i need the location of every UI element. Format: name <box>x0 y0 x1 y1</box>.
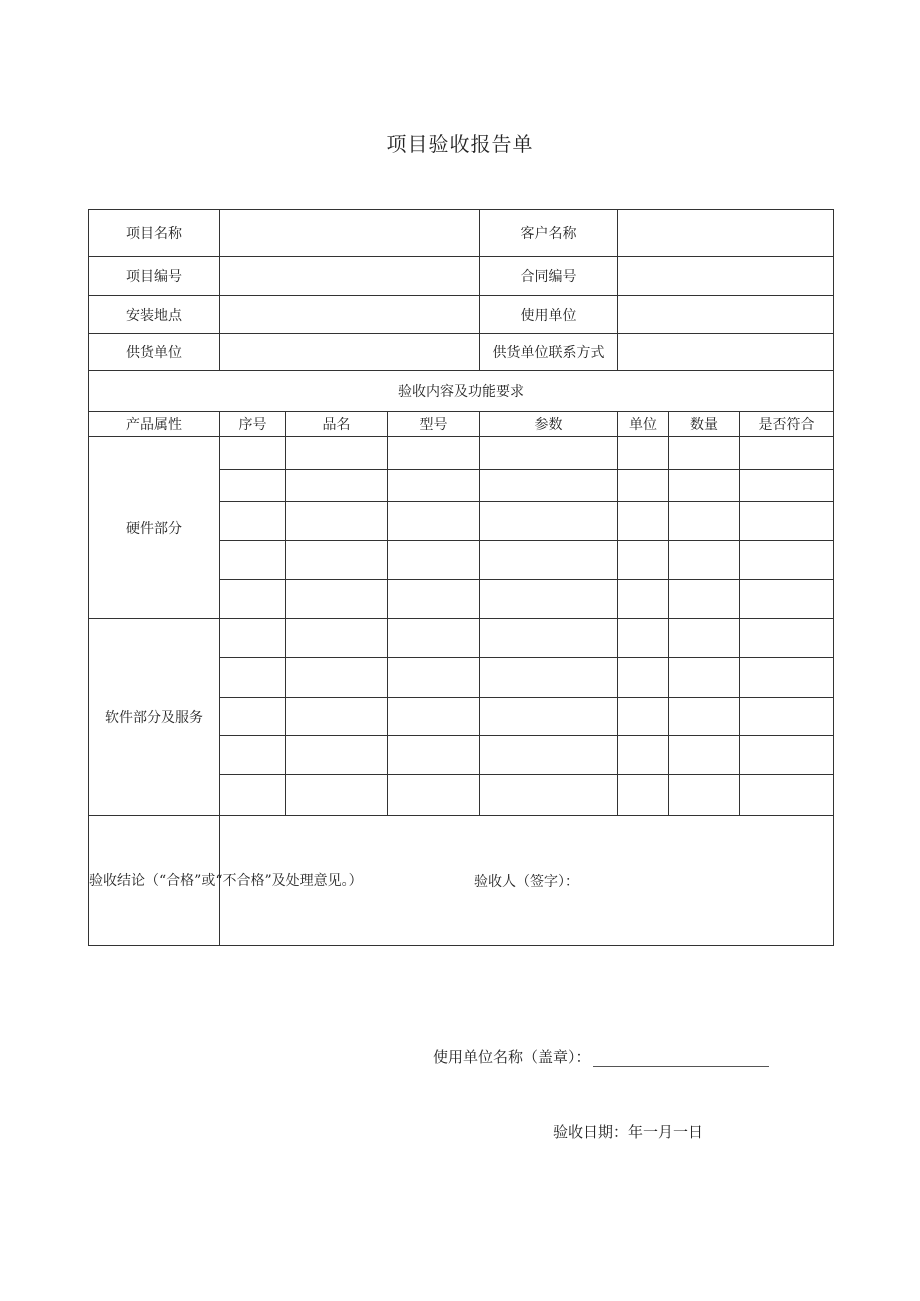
column-header: 单位 <box>618 412 669 437</box>
table-cell[interactable] <box>388 502 480 541</box>
customer-name-field[interactable] <box>618 210 834 257</box>
column-header: 数量 <box>669 412 740 437</box>
project-no-label: 项目编号 <box>89 257 220 296</box>
column-header: 产品属性 <box>89 412 220 437</box>
table-cell[interactable] <box>740 736 834 775</box>
install-site-label: 安装地点 <box>89 296 220 334</box>
table-cell[interactable] <box>618 775 669 816</box>
user-unit-label: 使用单位 <box>480 296 618 334</box>
supplier-contact-field[interactable] <box>618 334 834 371</box>
table-cell[interactable] <box>286 437 388 470</box>
table-cell[interactable] <box>480 775 618 816</box>
contract-no-label: 合同编号 <box>480 257 618 296</box>
table-cell[interactable] <box>740 775 834 816</box>
software-label: 软件部分及服务 <box>89 619 220 816</box>
table-cell[interactable] <box>286 619 388 658</box>
table-cell[interactable] <box>388 541 480 580</box>
table-cell[interactable] <box>480 502 618 541</box>
table-cell[interactable] <box>669 619 740 658</box>
table-cell[interactable] <box>669 437 740 470</box>
table-cell[interactable] <box>220 658 286 698</box>
table-cell[interactable] <box>286 470 388 502</box>
supplier-field[interactable] <box>220 334 480 371</box>
project-name-label: 项目名称 <box>89 210 220 257</box>
page-title: 项目验收报告单 <box>386 132 534 156</box>
table-cell[interactable] <box>740 658 834 698</box>
unit-name-underline[interactable] <box>593 1050 769 1067</box>
table-cell[interactable] <box>220 502 286 541</box>
table-cell[interactable] <box>286 775 388 816</box>
table-cell[interactable] <box>618 698 669 736</box>
table-cell[interactable] <box>480 698 618 736</box>
table-cell[interactable] <box>669 502 740 541</box>
table-cell[interactable] <box>220 775 286 816</box>
table-cell[interactable] <box>286 502 388 541</box>
unit-name-line <box>433 1046 769 1067</box>
table-cell[interactable] <box>740 541 834 580</box>
table-cell[interactable] <box>618 658 669 698</box>
unit-name-label: 使用单位名称（盖章）： <box>433 1048 591 1066</box>
table-cell[interactable] <box>220 437 286 470</box>
column-header: 品名 <box>286 412 388 437</box>
table-cell[interactable] <box>740 437 834 470</box>
table-cell[interactable] <box>286 541 388 580</box>
column-header: 是否符合 <box>740 412 834 437</box>
hardware-label: 硬件部分 <box>89 437 220 619</box>
table-cell[interactable] <box>388 580 480 619</box>
acceptance-form-table <box>88 209 834 946</box>
table-cell[interactable] <box>669 698 740 736</box>
table-cell[interactable] <box>480 658 618 698</box>
table-cell[interactable] <box>286 698 388 736</box>
inspector-signature-label: 验收人（签字）： <box>474 873 580 890</box>
table-cell[interactable] <box>618 470 669 502</box>
table-cell[interactable] <box>220 470 286 502</box>
table-cell[interactable] <box>740 502 834 541</box>
table-cell[interactable] <box>388 736 480 775</box>
table-cell[interactable] <box>480 619 618 658</box>
column-header: 序号 <box>220 412 286 437</box>
table-cell[interactable] <box>388 658 480 698</box>
table-cell[interactable] <box>740 619 834 658</box>
table-cell[interactable] <box>618 437 669 470</box>
table-cell[interactable] <box>220 619 286 658</box>
table-cell[interactable] <box>669 775 740 816</box>
table-cell[interactable] <box>740 580 834 619</box>
table-cell[interactable] <box>480 470 618 502</box>
table-cell[interactable] <box>480 580 618 619</box>
table-cell[interactable] <box>669 541 740 580</box>
table-row <box>89 619 834 658</box>
table-cell[interactable] <box>618 619 669 658</box>
table-cell[interactable] <box>480 541 618 580</box>
table-cell[interactable] <box>480 437 618 470</box>
table-cell[interactable] <box>618 541 669 580</box>
column-header: 型号 <box>388 412 480 437</box>
table-cell[interactable] <box>220 698 286 736</box>
supplier-label: 供货单位 <box>89 334 220 371</box>
table-cell[interactable] <box>669 658 740 698</box>
table-cell[interactable] <box>388 775 480 816</box>
table-cell[interactable] <box>286 736 388 775</box>
table-cell[interactable] <box>740 470 834 502</box>
conclusion-label: 验收结论（“合格”或“不合格”及处理意见。） <box>89 816 220 946</box>
table-cell[interactable] <box>740 698 834 736</box>
install-site-field[interactable] <box>220 296 480 334</box>
table-cell[interactable] <box>618 736 669 775</box>
table-cell[interactable] <box>618 502 669 541</box>
table-cell[interactable] <box>388 619 480 658</box>
supplier-contact-label: 供货单位联系方式 <box>480 334 618 371</box>
table-cell[interactable] <box>388 470 480 502</box>
project-name-field[interactable] <box>220 210 480 257</box>
table-cell[interactable] <box>480 736 618 775</box>
acceptance-date: 验收日期：年一月一日 <box>553 1123 704 1141</box>
column-header: 参数 <box>480 412 618 437</box>
section-title: 验收内容及功能要求 <box>89 371 834 412</box>
table-cell[interactable] <box>669 580 740 619</box>
user-unit-field[interactable] <box>618 296 834 334</box>
table-cell[interactable] <box>286 580 388 619</box>
contract-no-field[interactable] <box>618 257 834 296</box>
table-cell[interactable] <box>669 736 740 775</box>
table-cell[interactable] <box>669 470 740 502</box>
table-row <box>89 437 834 470</box>
table-cell[interactable] <box>388 698 480 736</box>
table-cell[interactable] <box>388 437 480 470</box>
table-cell[interactable] <box>618 580 669 619</box>
table-cell[interactable] <box>286 658 388 698</box>
project-no-field[interactable] <box>220 257 480 296</box>
customer-name-label: 客户名称 <box>480 210 618 257</box>
table-cell[interactable] <box>220 580 286 619</box>
table-cell[interactable] <box>220 736 286 775</box>
table-cell[interactable] <box>220 541 286 580</box>
